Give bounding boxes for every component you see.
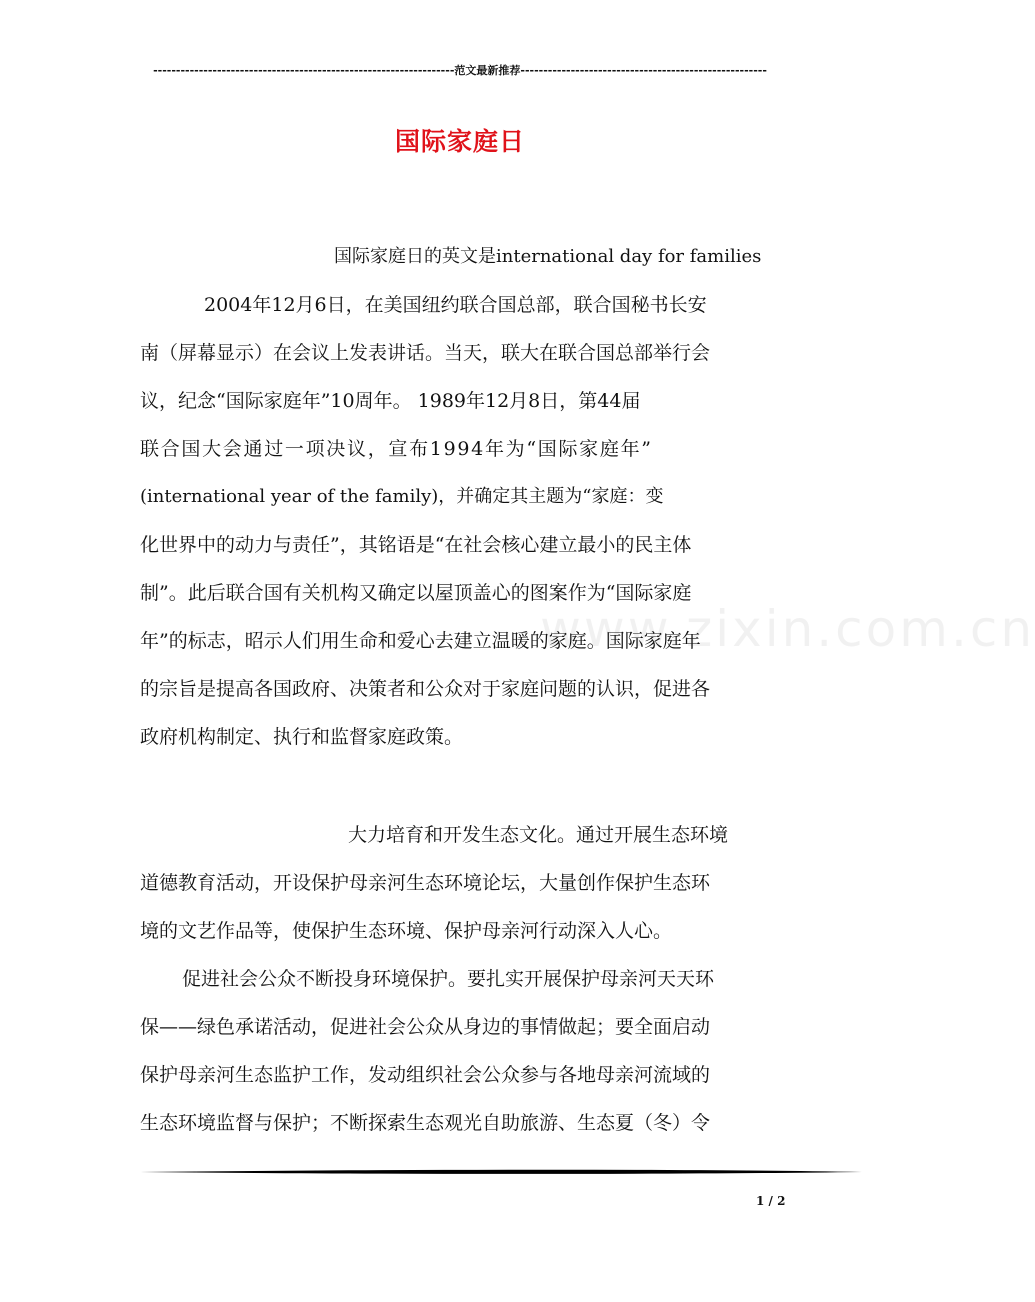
body-line: 南（屏幕显示）在会议上发表讲话。当天，联大在联合国总部举行会 <box>140 342 711 364</box>
page-header: ------------------------------------------------------------------范文最新推荐------------------------------------------------------ <box>153 64 767 77</box>
body-line: 保护母亲河生态监护工作，发动组织社会公众参与各地母亲河流域的 <box>140 1064 711 1086</box>
body-line: 国际家庭日的英文是international day for families <box>334 246 762 267</box>
body-line: 保——绿色承诺活动，促进社会公众从身边的事情做起；要全面启动 <box>140 1016 711 1038</box>
body-line: 促进社会公众不断投身环境保护。要扎实开展保护母亲河天天环 <box>182 968 715 990</box>
watermark: www.zixin.com.cn <box>540 600 1035 658</box>
body-line: 制”。此后联合国有关机构又确定以屋顶盖心的图案作为“国际家庭 <box>140 582 692 604</box>
body-line: (international year of the family)，并确定其主题为“家庭：变 <box>140 486 664 507</box>
body-line: 议，纪念“国际家庭年”10周年。 1989年12月8日，第44届 <box>140 390 641 412</box>
body-line: 大力培育和开发生态文化。通过开展生态环境 <box>348 824 729 846</box>
body-line: 联合国大会通过一项决议，宣布1994年为“国际家庭年” <box>140 438 653 460</box>
body-line: 2004年12月6日，在美国纽约联合国总部，联合国秘书长安 <box>204 294 707 316</box>
footer-divider <box>140 1168 862 1176</box>
page-number: 1 / 2 <box>756 1194 786 1208</box>
body-line: 生态环境监督与保护；不断探索生态观光自助旅游、生态夏（冬）令 <box>140 1112 711 1134</box>
document-title: 国际家庭日 <box>394 127 525 156</box>
body-line: 道德教育活动，开设保护母亲河生态环境论坛，大量创作保护生态环 <box>140 872 711 894</box>
body-line: 年”的标志，昭示人们用生命和爱心去建立温暖的家庭。国际家庭年 <box>140 630 701 652</box>
body-line: 的宗旨是提高各国政府、决策者和公众对于家庭问题的认识，促进各 <box>140 678 711 700</box>
body-line: 化世界中的动力与责任”，其铭语是“在社会核心建立最小的民主体 <box>140 534 692 556</box>
body-line: 政府机构制定、执行和监督家庭政策。 <box>140 726 464 748</box>
body-line: 境的文艺作品等，使保护生态环境、保护母亲河行动深入人心。 <box>140 920 673 942</box>
